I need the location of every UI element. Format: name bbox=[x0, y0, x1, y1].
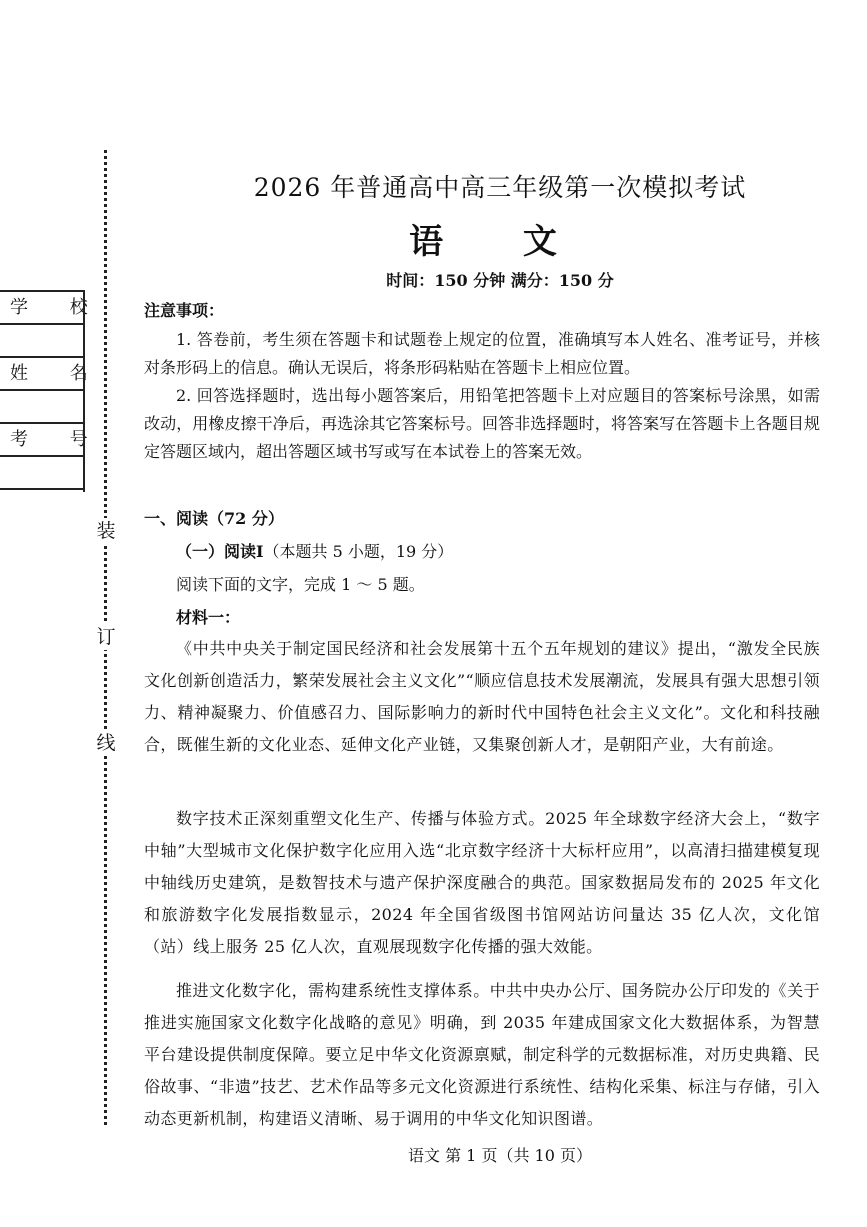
page-footer: 语文 第 1 页（共 10 页） bbox=[408, 1146, 592, 1165]
time-and-score: 时间：150 分钟 满分：150 分 bbox=[386, 271, 614, 290]
binding-char-ding: 订 bbox=[94, 624, 118, 650]
subject-title: 语 文 bbox=[409, 222, 591, 262]
binding-char-xian: 线 bbox=[94, 730, 118, 756]
binding-char-zhuang: 装 bbox=[94, 518, 118, 544]
school-label: 学 校 bbox=[0, 290, 83, 325]
name-label: 姓 名 bbox=[0, 358, 83, 391]
reading-instruction: 阅读下面的文字，完成 1 ～ 5 题。 bbox=[176, 575, 425, 594]
material-paragraph-1: 《中共中央关于制定国民经济和社会发展第十五个五年规划的建议》提出，“激发全民族文化创新创造活力，繁荣发展社会主义文化”“顺应信息技术发展潮流，发展具有强大思想引领力、精神凝聚力、价值感召力、国际影响力的新时代中国特色社会主义文化”。文化和科技融合，既催生新的文化业态、延伸文化产业链，又集聚创新人才，是朝阳产业，大有前途。 bbox=[144, 639, 820, 754]
notice-item-2: 2. 回答选择题时，选出每小题答案后，用铅笔把答题卡上对应题目的答案标号涂黑，如需改动，用橡皮擦干净后，再选涂其它答案标号。回答非选择题时，将答案写在答题卡上各题目规定答题区域内，超出答题区域书写或写在本试卷上的答案无效。 bbox=[144, 386, 820, 461]
sub-section-detail: （本题共 5 小题，19 分） bbox=[263, 542, 454, 561]
material-paragraph-2: 数字技术正深刻重塑文化生产、传播与体验方式。2025 年全球数字经济大会上，“数字中轴”大型城市文化保护数字化应用入选“北京数字经济十大标杆应用”，以高清扫描建模复现中轴线历史建筑，是数智技术与遗产保护深度融合的典范。国家数据局发布的 2025 年文化和旅游数字化发展指数显示，2024 年全国省级图书馆网站访问量达 35 亿人次，文化馆（站）线上服务 25 亿人次，直观展现数字化传播的强大效能。 bbox=[144, 809, 820, 956]
student-info-table bbox=[0, 290, 106, 490]
notice-heading: 注意事项： bbox=[144, 301, 225, 320]
sub-section-heading bbox=[176, 539, 453, 562]
section-heading: 一、阅读（72 分） bbox=[144, 509, 284, 528]
exam-id-label: 考 号 bbox=[0, 424, 83, 457]
sub-section-label: （一）阅读Ⅰ bbox=[176, 542, 264, 561]
exam-title: 2026 年普通高中高三年级第一次模拟考试 bbox=[253, 173, 747, 202]
material-label: 材料一： bbox=[176, 608, 241, 627]
notice-item-1: 1. 答卷前，考生须在答题卡和试题卷上规定的位置，准确填写本人姓名、准考证号，并核对条形码上的信息。确认无误后，将条形码粘贴在答题卡上相应位置。 bbox=[144, 330, 820, 377]
material-paragraph-3: 推进文化数字化，需构建系统性支撑体系。中共中央办公厅、国务院办公厅印发的《关于推进实施国家文化数字化战略的意见》明确，到 2035 年建成国家文化大数据体系，为智慧平台建设提供制度保障。要立足中华文化资源禀赋，制定科学的元数据标准，对历史典籍、民俗故事、“非遗”技艺、艺术作品等多元文化资源进行系统性、结构化采集、标注与存储，引入动态更新机制，构建语义清晰、易于调用的中华文化知识图谱。 bbox=[144, 981, 820, 1128]
info-table-right-border bbox=[83, 290, 85, 492]
school-input-box[interactable] bbox=[0, 325, 83, 358]
name-input-box[interactable] bbox=[0, 391, 83, 424]
exam-id-input-box[interactable] bbox=[0, 457, 83, 490]
